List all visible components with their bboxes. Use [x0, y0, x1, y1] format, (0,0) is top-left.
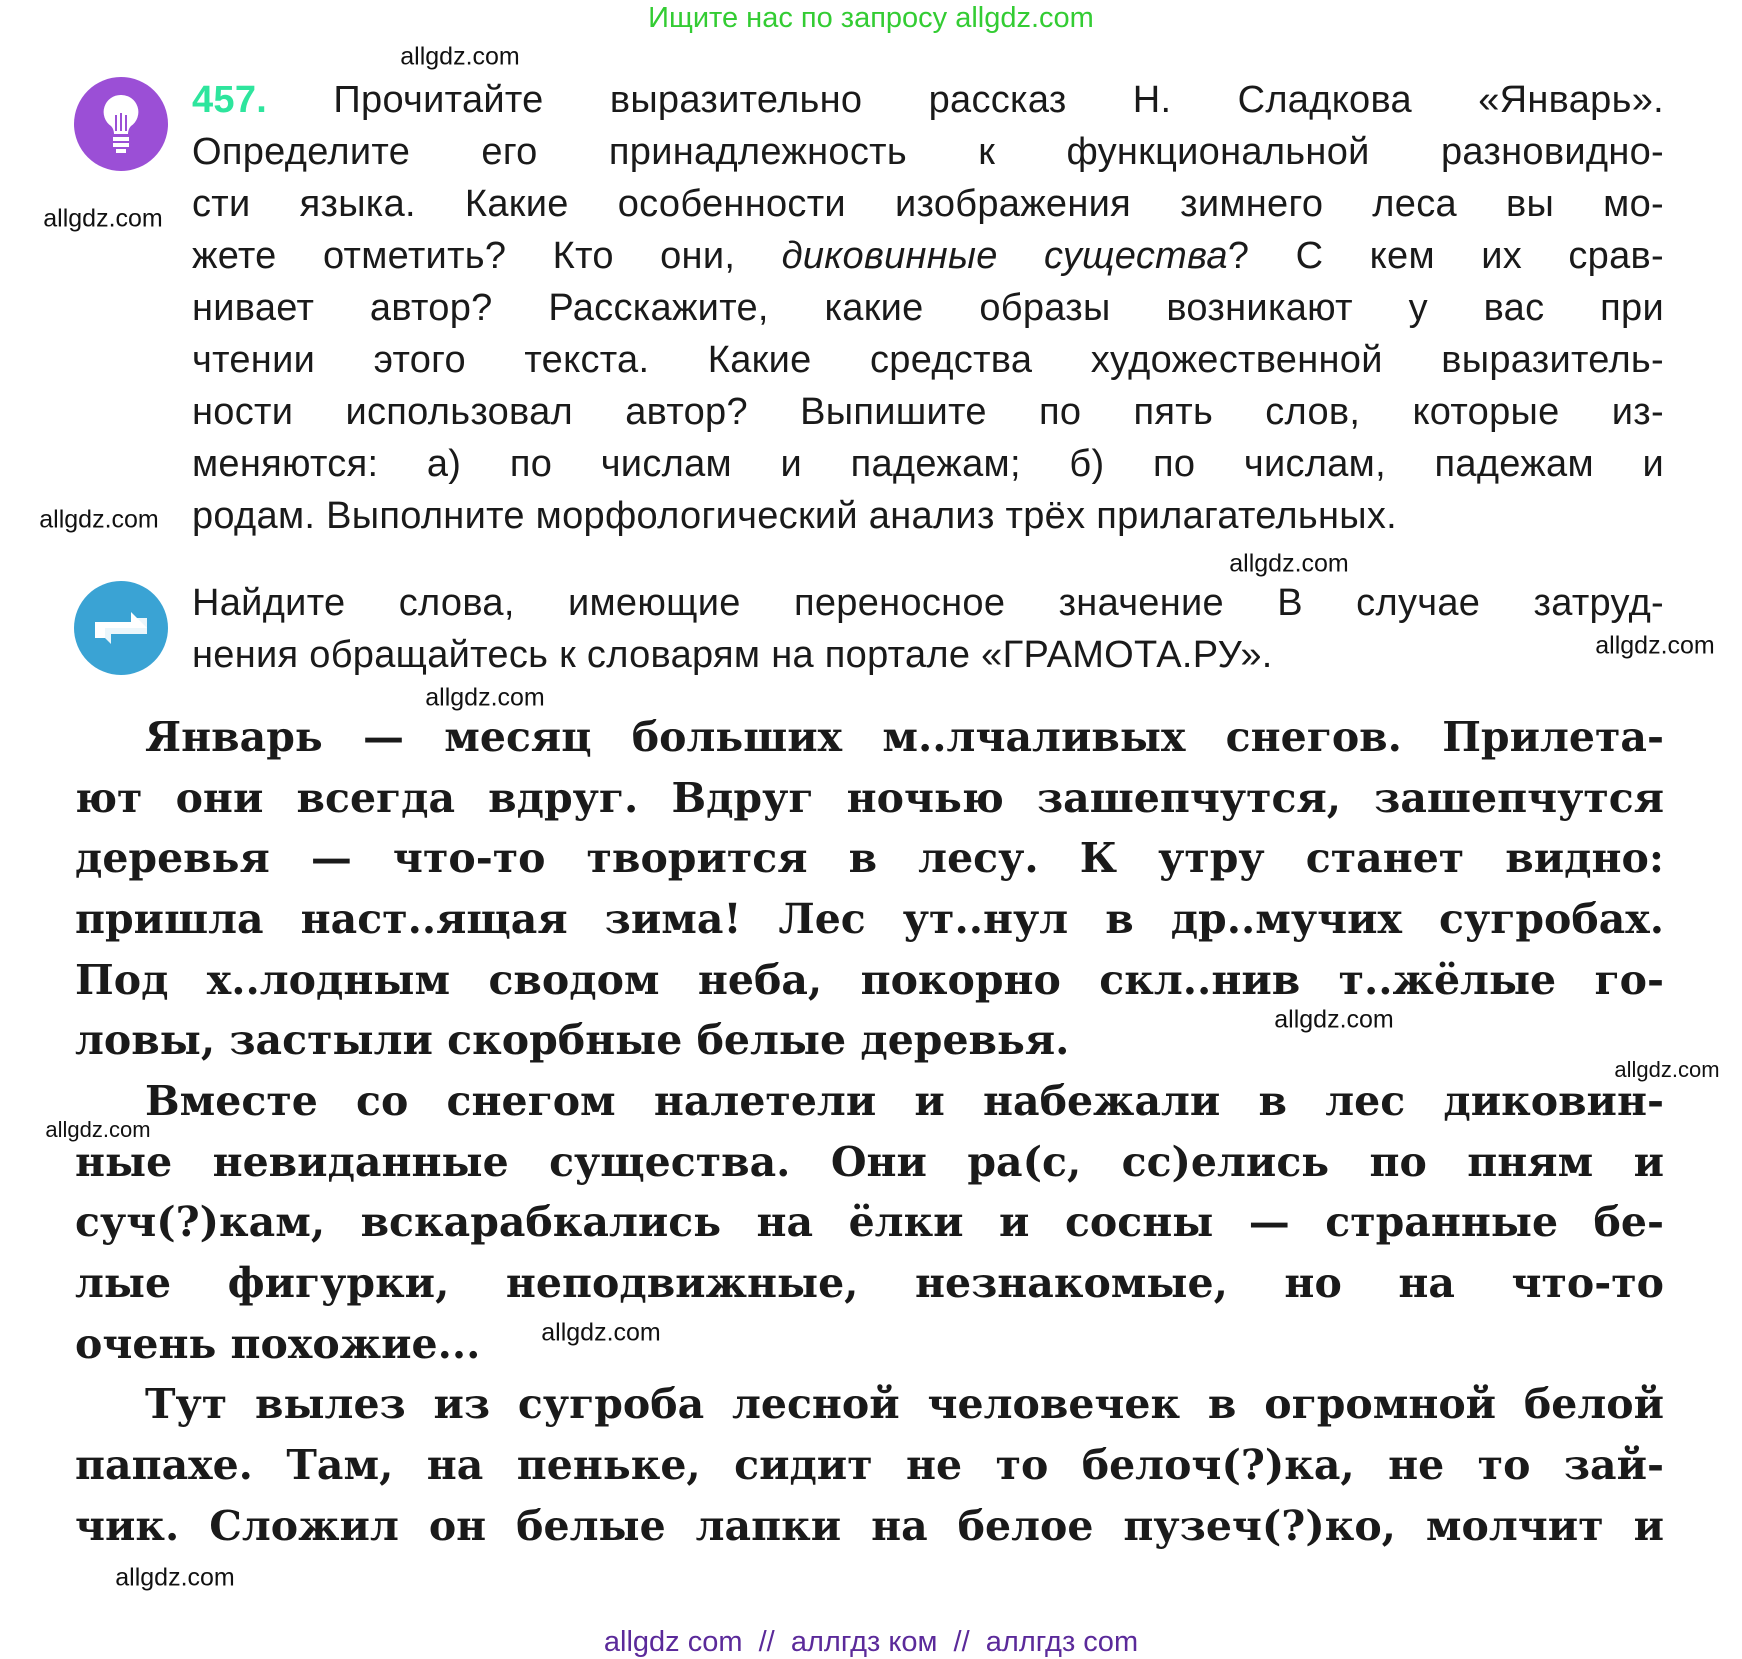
task-line: родам. Выполните морфологический анализ трёх прилагательных. [192, 495, 1398, 537]
watermark: allgdz.com [39, 505, 159, 534]
task-line: 457. Прочитайте выразительно рассказ Н. Сладкова «Январь». [192, 79, 1664, 121]
story-line: чик. Сложил он белые лапки на белое пузеч(?)ко, молчит и [75, 1502, 1664, 1550]
task-line: ности использовал автор? Выпишите по пять слов, которые из- [192, 391, 1664, 433]
task-number: 457. [192, 79, 268, 121]
watermark: allgdz.com [115, 1563, 235, 1592]
footer-watermark: allgdz com // аллгдз ком // аллгдз com [603, 1626, 1139, 1658]
story-line: очень похожие... [75, 1320, 481, 1368]
watermark: allgdz.com [541, 1318, 661, 1347]
extra-task-line: нения обращайтесь к словарям на портале «ГРАМОТА.РУ». [192, 634, 1273, 676]
task-line: меняются: а) по числам и падежам; б) по числам, падежам и [192, 443, 1664, 485]
watermark: allgdz.com [1595, 631, 1715, 660]
watermark: allgdz.com [1614, 1057, 1720, 1082]
story-line: Тут вылез из сугроба лесной человечек в огромной белой [145, 1380, 1664, 1428]
task-line: сти языка. Какие особенности изображения зимнего леса вы мо- [192, 183, 1664, 225]
lightbulb-icon [74, 77, 168, 171]
task-line: жете отметить? Кто они, диковинные существа? С кем их срав- [192, 235, 1664, 277]
story-line: Под х..лодным сводом неба, покорно скл..нив т..жёлые го- [75, 956, 1664, 1004]
watermark: allgdz.com [1229, 549, 1349, 578]
watermark: allgdz.com [45, 1117, 151, 1142]
task-line: нивает автор? Расскажите, какие образы возникают у вас при [192, 287, 1664, 329]
search-hint: Ищите нас по запросу allgdz.com [648, 2, 1094, 34]
story-line: Январь — месяц больших м..лчаливых снегов. Прилета- [145, 713, 1664, 761]
watermark: allgdz.com [425, 683, 545, 712]
exchange-arrows-icon [74, 581, 168, 675]
task-line: чтении этого текста. Какие средства художественной выразитель- [192, 339, 1664, 381]
story-line: ные невиданные существа. Они ра(с, сс)елись по пням и [75, 1138, 1664, 1186]
story-line: лые фигурки, неподвижные, незнакомые, но на что-то [75, 1259, 1664, 1307]
story-line: пришла наст..ящая зима! Лес ут..нул в др..мучих сугробах. [75, 895, 1664, 943]
story-line: Вместе со снегом налетели и набежали в лес диковин- [145, 1077, 1664, 1125]
story-line: деревья — что-то творится в лесу. К утру станет видно: [75, 834, 1664, 882]
task-line: Определите его принадлежность к функциональной разновидно- [192, 131, 1664, 173]
story-line: суч(?)кам, вскарабкались на ёлки и сосны — странные бе- [75, 1198, 1664, 1246]
story-line: ловы, застыли скорбные белые деревья. [75, 1016, 1070, 1064]
watermark: allgdz.com [400, 42, 520, 71]
story-line: ют они всегда вдруг. Вдруг ночью зашепчутся, зашепчутся [75, 774, 1664, 822]
story-line: папахе. Там, на пеньке, сидит не то белоч(?)ка, не то зай- [75, 1441, 1664, 1489]
extra-task-line: Найдите слова, имеющие переносное значение В случае затруд- [192, 582, 1664, 624]
watermark: allgdz.com [43, 204, 163, 233]
watermark: allgdz.com [1274, 1005, 1394, 1034]
italic-term: диковинные существа [781, 235, 1228, 277]
